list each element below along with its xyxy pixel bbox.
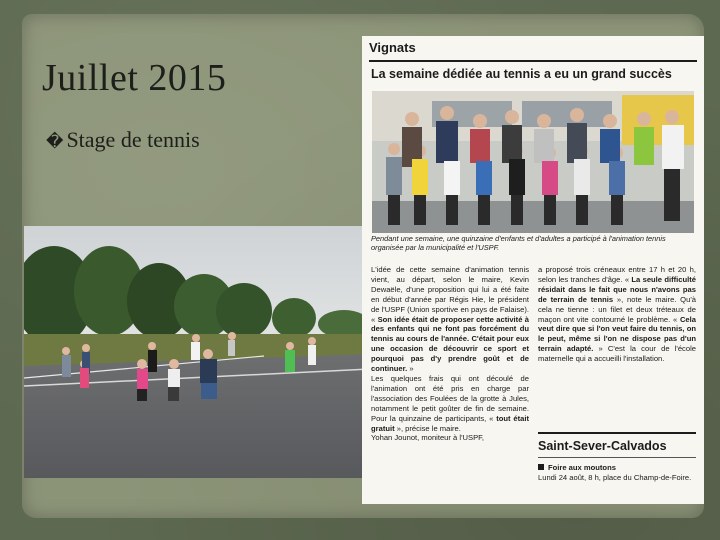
bullet-item (46, 127, 200, 153)
col2-p1-bold2: Cela veut dire que si l'on veut faire du tennis, on le peut, même si l'on ne dispose pas d'un terrain adapté. (538, 314, 696, 354)
group-photo (372, 91, 694, 233)
section-rule-thin (538, 457, 696, 458)
brief (538, 463, 696, 483)
bullet-icon: � (46, 132, 64, 152)
col2-p1-end2: » C'est la cour de l'école maternelle qui a accueilli l'installation. (538, 344, 696, 364)
col2-p1-bold: La seule difficulté résidait dans le fait que nous n'avons pas de terrain de tennis (538, 274, 696, 304)
brief-text: Lundi 24 août, 8 h, place du Champ-de-Foire. (538, 473, 692, 482)
col1-p1: L'idée de cette semaine d'animation tennis vient, au départ, selon le maire, Kevin Dewaële, d'une proposition qui lui a été faite en début d'année par Régis Hie, le président de l'USPF (Union sportive en pays de Falaise). « (371, 265, 529, 324)
col1-p2-bold: tout était gratuit (371, 413, 530, 433)
article-column-1 (371, 265, 529, 443)
section-rule (538, 432, 696, 434)
brief-title: Foire aux moutons (548, 463, 616, 472)
col2-p1: a proposé trois créneaux entre 17 h et 20 h, selon les tranches d'âge. « (538, 265, 696, 284)
col1-p3: Yohan Jounot, moniteur à l'USPF, (371, 433, 485, 443)
section-title: Saint-Sever-Calvados (538, 439, 667, 453)
bullet-text: Stage de tennis (66, 127, 200, 152)
col1-p1-end: » (407, 364, 414, 374)
col2-p1-end: », note le maire. Qu'à cela ne tienne : un filet et deux tréteaux de maçon ont vite contourné le problème. « (538, 294, 696, 324)
clipping-rule (369, 60, 697, 62)
clipping-headline: La semaine dédiée au tennis a eu un grand succès (371, 67, 672, 81)
slide-title: Juillet 2015 (42, 57, 227, 99)
col1-p1-bold: Son idée était de proposer cette activité à des enfants qui ne font pas forcément du tennis au cours de l'année. C'était pour eux une occasion de découvrir ce sport et pourquoi pas d'y prendre goût et de continuer. (371, 314, 529, 374)
tennis-court-photo (24, 226, 370, 478)
article-column-2 (538, 265, 696, 364)
photo-caption: Pendant une semaine, une quinzaine d'enfants et d'adultes a participé à l'animation tennis organisée par la municipalité et l'USPF. (371, 234, 666, 252)
clipping-town: Vignats (369, 40, 416, 55)
newspaper-clipping (362, 36, 704, 504)
square-bullet-icon (538, 464, 544, 470)
col1-p2-end: », précise le maire. (394, 423, 461, 433)
col1-p2: Les quelques frais qui ont découlé de l'animation ont été pris en charge par l'association des Foulées de la grotte à Jules, notamment le petit goûter de fin de semaine. Pour la quinzaine de participants, « (371, 373, 529, 423)
